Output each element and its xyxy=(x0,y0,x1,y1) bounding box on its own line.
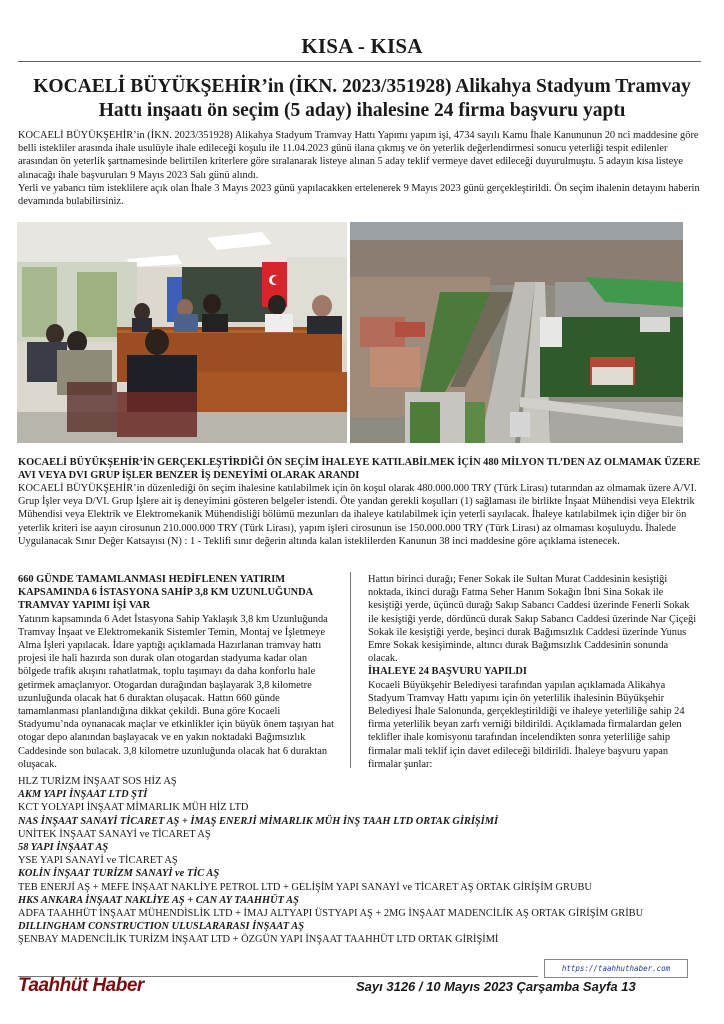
headline-line-2: Hattı inşaatı ön seçim (5 aday) ihalesine 24 firma başvuru yaptı xyxy=(98,100,626,121)
issue-info: Sayı 3126 / 10 Mayıs 2023 Çarşamba Sayfa 13 xyxy=(356,979,636,994)
firm-item: HLZ TURİZM İNŞAAT SOS HİZ AŞ xyxy=(18,776,177,787)
column-right xyxy=(368,573,698,771)
firm-item: KCT YOLYAPI İNŞAAT MİMARLIK MÜH HİZ LTD xyxy=(18,802,249,814)
firm-item: 58 YAPI İNŞAAT AŞ xyxy=(18,842,109,854)
firm-item: NAS İNŞAAT SANAYİ TİCARET AŞ + İMAŞ ENERJİ MİMARLIK MÜH İNŞ TAAH LTD ORTAK GİRİŞİMİ xyxy=(18,815,499,827)
firm-item: ŞENBAY MADENCİLİK TURİZM İNŞAAT LTD + ÖZGÜN YAPI İNŞAAT TAAHHÜT LTD ORTAK GİRİŞİMİ xyxy=(18,934,499,946)
firm-item: UNİTEK İNŞAAT SANAYİ ve TİCARET AŞ xyxy=(18,828,211,840)
photo-aerial-route xyxy=(350,222,683,443)
section-tram-stops-body: Hattın birinci durağı; Fener Sokak ile Sultan Murat Caddesinin kesiştiği noktada, ikinci durağı Fatma Seher Hanım Sokağın İbni Sina Sokak ile kesiştiği yerde, üçüncü durağı Sakıp Sabancı Caddesi üzerinde Fenerli Sokak ile kesiştiği yerde, dördüncü durak Sakıp Sabancı Caddesi üzerinde Nar Çiçeği Sokak ile kesiştiği yerde, beşinci durak Bağımsızlık Caddesi üzerinde Yunus Emre Sokak kesişiminde, altıncı durak Bağımsızlık Caddesinin sonunda olacak. xyxy=(368,574,697,665)
lead-paragraphs xyxy=(18,129,708,208)
firm-list xyxy=(18,775,708,947)
top-divider xyxy=(18,61,701,62)
headline xyxy=(10,75,714,123)
column-divider xyxy=(350,572,351,768)
firm-item: ADFA TAAHHÜT İNŞAAT MÜHENDİSLİK LTD + İMAJ ALTYAPI ÜSTYAPI AŞ + 2MG İNŞAAT MADENCİLİK AŞ ORTAK GİRİŞİM GRİBU xyxy=(18,908,644,920)
website-link[interactable]: https://taahhuthaber.com xyxy=(544,959,688,978)
section-applications-heading: İHALEYE 24 BAŞVURU YAPILDI xyxy=(368,666,527,678)
photo-meeting-room xyxy=(17,222,347,443)
firm-item: KOLİN İNŞAAT TURİZM SANAYİ ve TİC AŞ xyxy=(18,868,220,880)
lead-paragraph-2: Yerli ve yabancı tüm isteklilere açık olan İhale 3 Mayıs 2023 günü yapılacakken ertelenerek 9 Mayıs 2023 günü gerçekleştirildi. Ön seçim ihalenin detayını haberin devamında bulabilirsiniz. xyxy=(18,182,700,208)
headline-line-1: KOCAELİ BÜYÜKŞEHİR’in (İKN. 2023/351928) Alikahya Stadyum Tramvay xyxy=(33,76,691,97)
column-left xyxy=(18,573,338,771)
firm-item: HKS ANKARA İNŞAAT NAKLİYE AŞ + CAN AY TAAHHÜT AŞ xyxy=(18,894,299,906)
firm-item: DILLINGHAM CONSTRUCTION ULUSLARARASI İNŞAAT AŞ xyxy=(18,921,305,933)
section-applications-body: Kocaeli Büyükşehir Belediyesi tarafından yapılan açıklamada Alikahya Stadyum Tramvay Hattı yapımı için ön yeterlilik ihalesinin Büyükşehir Belediyesi İhale Salonunda, gerçekleştirildiği ve ihaleye yeterliliğe sahip 24 firma yeterlilik beyan zarfı verniği bildirildi. Açıklamada firmalardan gelen teklifler ihale komisyonu tarafından incelendikten sonra yeterliliğe sahip firmalar mali teklif için davet edileceği bildirildi. İhaleye başvuru yapan firmalar şunlar: xyxy=(368,679,685,770)
section-title: KISA - KISA xyxy=(301,34,423,58)
firm-item: AKM YAPI İNŞAAT LTD ŞTİ xyxy=(18,789,148,801)
section-prequalification-heading: KOCAELİ BÜYÜKŞEHİR’İN GERÇEKLEŞTİRDİĞİ ÖN SEÇİM İHALEYE KATILABİLMEK İÇİN 480 MİLYON TL’DEN AZ OLMAMAK ÜZERE AVI VEYA DVI GRUP İŞLER BENZER İŞ DENEYİMİ OLARAK ARANDI xyxy=(18,457,701,481)
brand-logo: Taahhüt Haber xyxy=(18,975,144,996)
firm-item: TEB ENERJİ AŞ + MEFE İNŞAAT NAKLİYE PETROL LTD + GELİŞİM YAPI SANAYİ ve TİCARET AŞ ORTAK GİRİŞİM GRUBU xyxy=(18,881,592,893)
section-tram-project-heading: 660 GÜNDE TAMAMLANMASI HEDİFLENEN YATIRIM KAPSAMINDA 6 İSTASYONA SAHİP 3,8 KM UZUNLUĞUNDA TRAMVAY YAPIMI İŞİ VAR xyxy=(18,574,313,612)
section-prequalification xyxy=(18,456,708,548)
section-prequalification-body: KOCAELİ BÜYÜKŞEHİR’in düzenlediği ön seçim ihalesine katılabilmek için ön koşul olarak 480.000.000 TRY (Türk Lirası) tutarından az olmamak üzere A/VI. Grup İşler veya D/VI. Grup İşlere ait iş deneyimini gösteren belgeler istendi. Öte yandan gerekli koşulları (1) sağlaması ile birlikte İnşaat Mühendisi veya Elektrik Mühendisi veya Elektrik ve Elektromekanik Mühendisliği bölümü mezunları da ihaleye katılabilmek için yeterli sayılacak. İhaleye katılabilmek için diğer bir ön yeterlik kriteri ise aayın cirosunun 210.000.000 TRY (Türk Lirası), yapım işleri cirosunun ise 150.000.000 TRY (Türk Lirası) az olmaması koşuluydu. İhalede Uygulanacak Sınır Değer Katsayısı (N) : 1 - Teklifi sınır değerin altında kalan isteklilerden Kanunun 38 inci maddesine göre açıklama istenecek. xyxy=(18,483,697,547)
lead-paragraph-1: KOCAELİ BÜYÜKŞEHİR’in (İKN. 2023/351928) Alikahya Stadyum Tramvay Hattı Yapımı yapım işi, 4734 sayılı Kamu İhale Kanununun 20 nci maddesine göre belli istekliler arasında ihale usulüyle ihale edileceği koşulu ile 11.04.2023 günü ilana çıkmış ve ön yeterlik değerlendirmesi sonucu yeterliği tespit edilenler arasından ön yeterlik şartnamesinde belirtilen kriterlere göre sıralanarak listeye alınan 5 aday teklif vermeye davet edileceği duyurulmuştu. 5 adayın kısa listeye alınacağı ihale başvuruları 9 Mayıs 2023 Salı günü alındı. xyxy=(18,130,699,181)
section-tram-project-body: Yatırım kapsamında 6 Adet İstasyona Sahip Yaklaşık 3,8 km Uzunluğunda Tramvay İnşaat ve Elektromekanik Sistemler Temin, Montaj ve İşletmeye Alma İşleri yapılacak. İdare yaptığı açıklamada Hazırlanan tramvay hattı projesi ile hali hazırda son durak olan otogardan stadyuma kadar olan bölgede trafik akışını rahatlatmak, toplu taşımayı da daha konforlu hale getirmek amaçlanıyor. Otogardan durağından başlayarak 3,8 kilometre uzunluğunda olacak hat 6 duraktan oluşacak. Hattın 660 günde tamamlanması planlandığına dikkat çekildi. Buna göre Kocaeli Stadyumu’nda oynanacak maçlar ve etkinlikler için büyük önem taşıyan hat otogar depo alanından başlayacak ve en yakın noktadaki Bağımsızlık Caddesinde son bulacak. 3,8 kilometre uzunluğunda olacak hat 6 duraktan oluşacak. xyxy=(18,613,334,770)
firm-item: YSE YAPI SANAYİ ve TİCARET AŞ xyxy=(18,855,178,867)
